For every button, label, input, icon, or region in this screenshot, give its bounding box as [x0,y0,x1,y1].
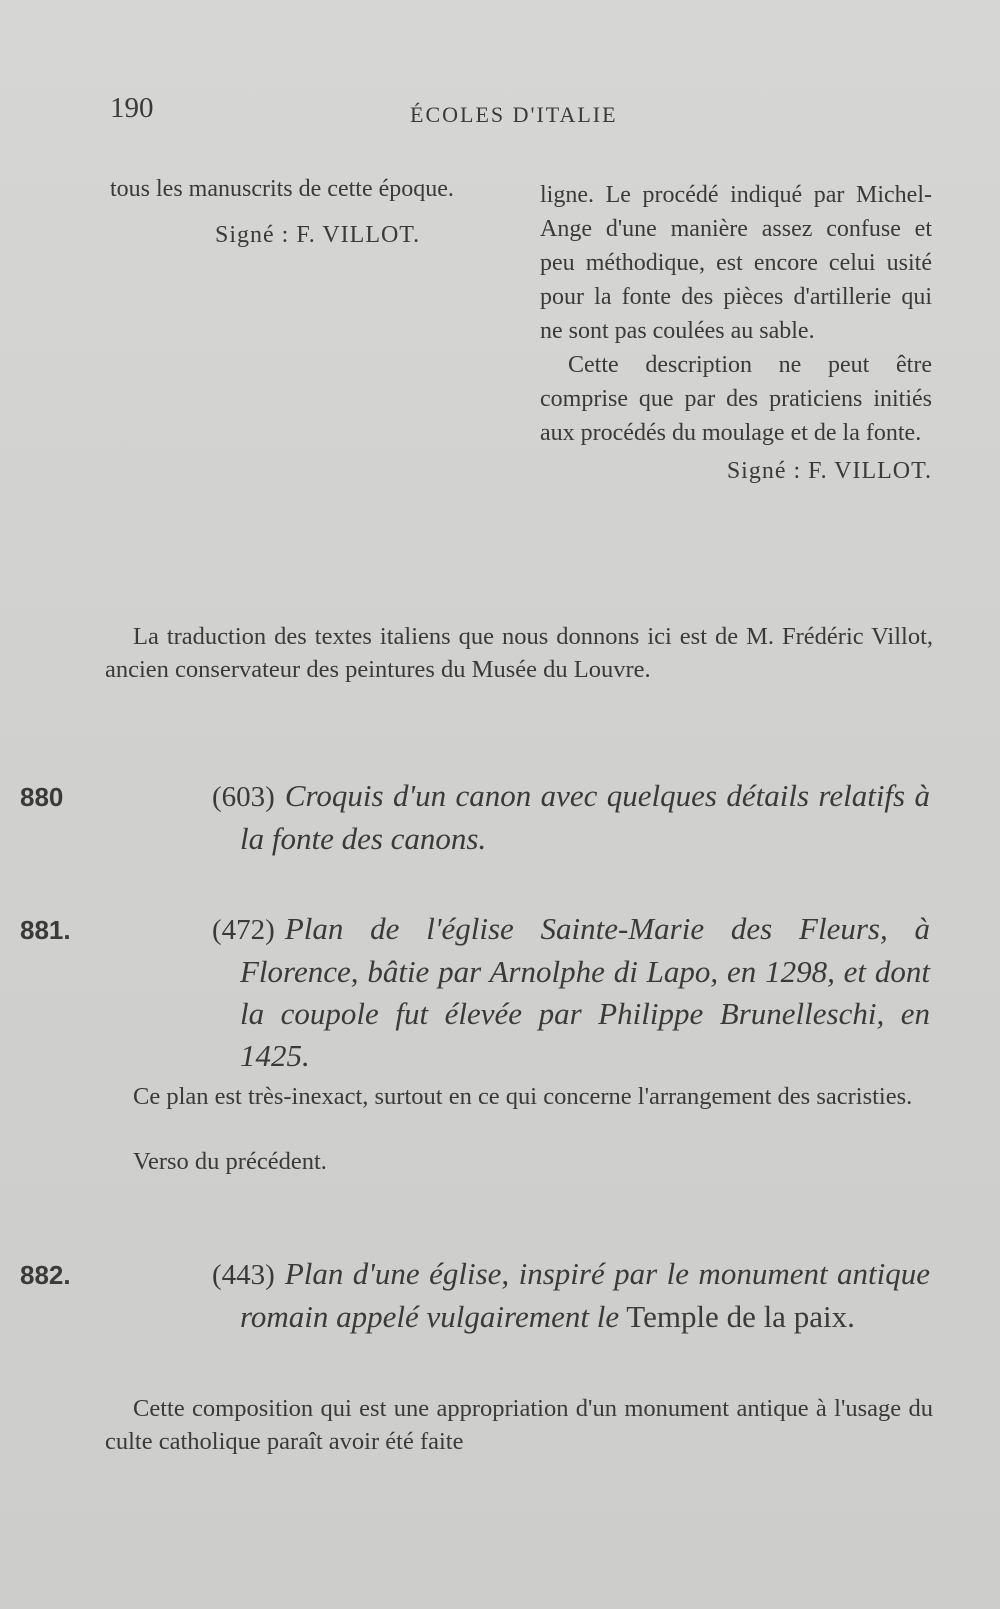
entry-881-verso-note [105,1145,933,1178]
left-column-text: tous les manuscrits de cette époque. [110,176,454,202]
page-number: 190 [110,92,154,124]
catalog-entry-880 [20,775,930,860]
left-column [110,172,502,252]
catalog-entry-882 [20,1253,930,1338]
entry-ref: (603) [212,781,275,813]
page-header [0,92,1000,132]
entry-title-roman: Temple de la paix. [626,1299,855,1334]
entry-number: 882. [20,1260,71,1290]
entry-ref: (443) [212,1259,275,1291]
entry-number: 881. [20,915,71,945]
running-head: ÉCOLES D'ITALIE [410,102,618,127]
entry-note-text: Cette composition qui est une appropriation d'un monument antique à l'usage du culte catholique paraît avoir été faite [105,1395,933,1455]
entry-title: Plan d'une église, inspiré par le monument antique romain appelé vulgairement le [240,1256,930,1334]
entry-title: Croquis d'un canon avec quelques détails relatifs à la fonte des canons. [240,778,930,856]
right-paragraph-1: ligne. Le procédé indiqué par Michel-Ange d'une manière assez confuse et peu méthodique, est encore celui usité pour la fonte des pièces d'artillerie qui ne sont pas coulées au sable. [540,182,932,344]
left-signature: Signé : F. VILLOT. [215,222,421,248]
right-column [540,178,932,488]
translation-note-text: La traduction des textes italiens que nous donnons ici est de M. Frédéric Villot, ancien conservateur des peintures du Musée du Louvre. [105,623,933,683]
right-paragraph-2: Cette description ne peut être comprise que par des praticiens initiés aux procédés du moulage et de la fonte. [540,352,932,446]
right-signature: Signé : F. VILLOT. [726,458,932,484]
entry-ref: (472) [212,914,275,946]
translation-note [105,620,933,686]
entry-881-note [105,1080,933,1113]
catalog-entry-881 [20,908,930,1077]
entry-note-text: Ce plan est très-inexact, surtout en ce qui concerne l'arrangement des sacristies. [133,1083,913,1110]
entry-note-text: Verso du précédent. [133,1148,327,1175]
entry-number: 880 [20,782,64,812]
entry-title: Plan de l'église Sainte-Marie des Fleurs, à Florence, bâtie par Arnolphe di Lapo, en 1298, et dont la coupole fut élevée par Philippe Brunelleschi, en 1425. [240,911,930,1073]
entry-882-note [105,1392,933,1458]
